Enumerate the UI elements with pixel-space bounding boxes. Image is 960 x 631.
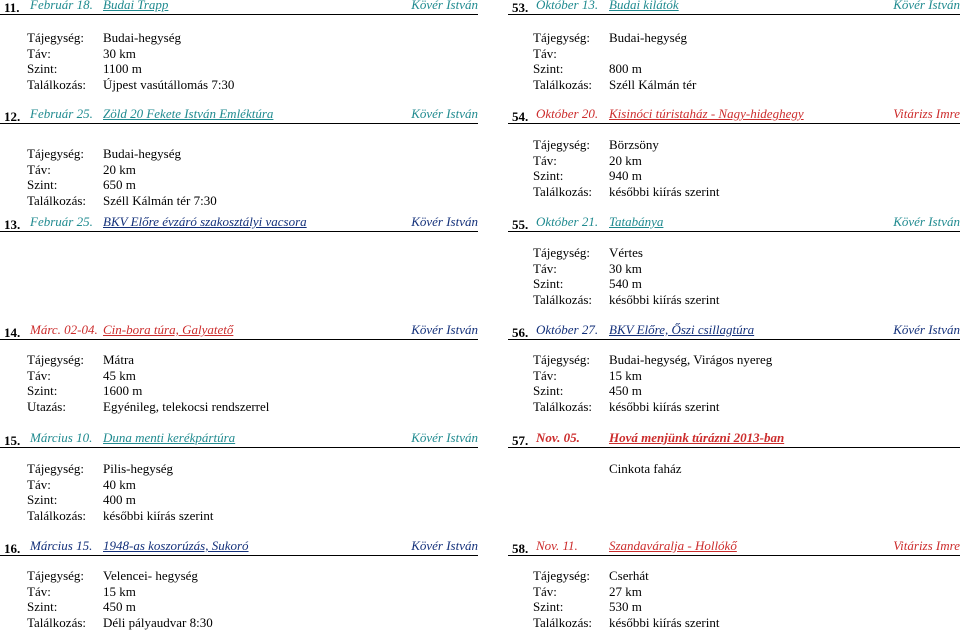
entry-header bbox=[0, 430, 478, 448]
detail-value: későbbi kiírás szerint bbox=[609, 614, 720, 630]
detail-row bbox=[0, 599, 478, 615]
detail-label: Táv: bbox=[27, 583, 51, 599]
detail-value: 30 km bbox=[609, 260, 642, 276]
entry-header bbox=[508, 322, 960, 340]
entry-date: Nov. 11. bbox=[536, 538, 578, 553]
detail-label: Táv: bbox=[533, 583, 557, 599]
detail-row bbox=[508, 584, 960, 600]
detail-row bbox=[508, 137, 960, 153]
entry-number: 56. bbox=[512, 325, 529, 340]
detail-label: Találkozás: bbox=[27, 507, 87, 523]
entry-leader: Kövér István bbox=[893, 214, 960, 229]
entry-date: Február 25. bbox=[30, 106, 93, 121]
detail-row bbox=[0, 77, 478, 93]
detail-value: Mátra bbox=[103, 352, 135, 367]
detail-row bbox=[508, 368, 960, 384]
detail-value: 20 km bbox=[103, 161, 136, 177]
detail-value: Cinkota faház bbox=[609, 461, 682, 476]
detail-row bbox=[508, 568, 960, 584]
entry-leader: Kövér István bbox=[411, 0, 478, 12]
detail-row bbox=[508, 153, 960, 169]
detail-row bbox=[508, 261, 960, 277]
entry-title: Budai kilátók bbox=[609, 0, 679, 12]
detail-row bbox=[0, 352, 478, 368]
detail-label: Táv: bbox=[27, 367, 51, 383]
detail-row bbox=[0, 61, 478, 77]
entry-header bbox=[0, 214, 478, 232]
entry-leader: Vitárizs Imre bbox=[893, 538, 960, 553]
detail-label: Találkozás: bbox=[27, 614, 87, 630]
detail-value: Velencei- hegység bbox=[103, 568, 198, 583]
entry-title: Tatabánya bbox=[609, 214, 664, 229]
entry-leader: Kövér István bbox=[411, 538, 478, 553]
entry-title: Cin-bora túra, Galyatető bbox=[103, 322, 234, 337]
detail-label: Tájegység: bbox=[27, 568, 85, 583]
entry-number: 11. bbox=[4, 0, 20, 15]
detail-row bbox=[0, 193, 478, 209]
detail-label: Találkozás: bbox=[533, 398, 593, 414]
detail-value: későbbi kiírás szerint bbox=[609, 291, 720, 307]
detail-value: Széll Kálmán tér 7:30 bbox=[103, 192, 217, 208]
entry-header bbox=[508, 214, 960, 232]
detail-label: Tájegység: bbox=[27, 352, 85, 367]
detail-label: Találkozás: bbox=[27, 76, 87, 92]
entry-header bbox=[0, 322, 478, 340]
detail-value: 30 km bbox=[103, 45, 136, 61]
detail-value: Egyénileg, telekocsi rendszerrel bbox=[103, 398, 270, 414]
entry-title: Kisinóci túristaház - Nagy-hideghegy bbox=[609, 106, 804, 121]
detail-row bbox=[0, 146, 478, 162]
entry-leader: Vitárizs Imre bbox=[893, 106, 960, 121]
detail-value: 15 km bbox=[609, 367, 642, 383]
detail-row bbox=[0, 399, 478, 415]
detail-label: Szint: bbox=[533, 599, 564, 614]
detail-label: Tájegység: bbox=[533, 352, 591, 367]
entry-date: Február 25. bbox=[30, 214, 93, 229]
detail-label: Tájegység: bbox=[533, 568, 591, 583]
detail-row bbox=[508, 61, 960, 77]
detail-row bbox=[0, 615, 478, 631]
detail-label: Szint: bbox=[27, 383, 58, 398]
detail-label: Táv: bbox=[27, 161, 51, 177]
entry-header bbox=[508, 106, 960, 124]
detail-label: Találkozás: bbox=[533, 291, 593, 307]
detail-value: 27 km bbox=[609, 583, 642, 599]
detail-label: Találkozás: bbox=[533, 614, 593, 630]
detail-row bbox=[0, 162, 478, 178]
detail-label: Találkozás: bbox=[533, 76, 593, 92]
detail-value: 940 m bbox=[609, 168, 642, 183]
detail-value: 800 m bbox=[609, 61, 642, 76]
detail-row bbox=[0, 383, 478, 399]
entry-date: Március 10. bbox=[30, 430, 93, 445]
detail-row bbox=[0, 584, 478, 600]
entry-leader: Kövér István bbox=[893, 0, 960, 12]
detail-value: 15 km bbox=[103, 583, 136, 599]
detail-value: későbbi kiírás szerint bbox=[609, 398, 720, 414]
detail-value: későbbi kiírás szerint bbox=[609, 183, 720, 199]
detail-row bbox=[508, 276, 960, 292]
detail-value: 400 m bbox=[103, 492, 136, 507]
entry-title: BKV Előre, Őszi csillagtúra bbox=[609, 322, 755, 337]
entry-date: Október 21. bbox=[536, 214, 599, 229]
entry-number: 57. bbox=[512, 433, 529, 448]
detail-value: Déli pályaudvar 8:30 bbox=[103, 614, 213, 630]
entry-number: 55. bbox=[512, 217, 529, 232]
entry-title: Zöld 20 Fekete István Emléktúra bbox=[103, 106, 274, 121]
detail-row bbox=[508, 461, 960, 477]
detail-value: 540 m bbox=[609, 276, 642, 291]
entry-leader: Kövér István bbox=[411, 214, 478, 229]
detail-value: Börzsöny bbox=[609, 137, 659, 152]
entry-header bbox=[508, 0, 960, 15]
entry-number: 54. bbox=[512, 109, 529, 124]
detail-row bbox=[508, 46, 960, 62]
detail-value: Széll Kálmán tér bbox=[609, 76, 697, 92]
detail-row bbox=[0, 368, 478, 384]
detail-row bbox=[508, 184, 960, 200]
detail-value: 20 km bbox=[609, 152, 642, 168]
entry-title: Szandaváralja - Hollókő bbox=[609, 538, 737, 553]
detail-value: 650 m bbox=[103, 177, 136, 192]
detail-value: 530 m bbox=[609, 599, 642, 614]
entry-date: Március 15. bbox=[30, 538, 93, 553]
detail-row bbox=[0, 30, 478, 46]
entry-number: 16. bbox=[4, 541, 21, 556]
detail-value: 450 m bbox=[103, 599, 136, 614]
entry-header bbox=[0, 0, 478, 15]
detail-label: Tájegység: bbox=[27, 461, 85, 476]
entry-title: Duna menti kerékpártúra bbox=[103, 430, 236, 445]
detail-row bbox=[508, 399, 960, 415]
detail-label: Szint: bbox=[27, 599, 58, 614]
detail-row bbox=[0, 461, 478, 477]
detail-row bbox=[0, 568, 478, 584]
detail-label: Szint: bbox=[533, 383, 564, 398]
detail-row bbox=[508, 292, 960, 308]
detail-value: 40 km bbox=[103, 476, 136, 492]
detail-row bbox=[508, 168, 960, 184]
entry-number: 58. bbox=[512, 541, 529, 556]
detail-value: Budai-hegység bbox=[103, 146, 181, 161]
entry-date: Február 18. bbox=[30, 0, 93, 12]
detail-label: Szint: bbox=[533, 168, 564, 183]
detail-label: Táv: bbox=[533, 45, 557, 61]
detail-row bbox=[0, 477, 478, 493]
detail-label: Táv: bbox=[533, 260, 557, 276]
detail-row bbox=[0, 492, 478, 508]
entry-date: Október 13. bbox=[536, 0, 599, 12]
detail-label: Szint: bbox=[27, 177, 58, 192]
entry-leader: Kövér István bbox=[411, 430, 478, 445]
detail-label: Táv: bbox=[27, 45, 51, 61]
entry-header bbox=[0, 106, 478, 124]
detail-label: Találkozás: bbox=[533, 183, 593, 199]
entry-number: 12. bbox=[4, 109, 21, 124]
detail-row bbox=[0, 46, 478, 62]
detail-value: Pilis-hegység bbox=[103, 461, 174, 476]
detail-value: Vértes bbox=[609, 245, 643, 260]
detail-label: Utazás: bbox=[27, 398, 66, 414]
detail-label: Szint: bbox=[533, 61, 564, 76]
detail-row bbox=[508, 615, 960, 631]
entry-leader: Kövér István bbox=[893, 322, 960, 337]
detail-label: Tájegység: bbox=[533, 245, 591, 260]
entry-header bbox=[508, 430, 960, 448]
detail-label: Táv: bbox=[533, 367, 557, 383]
detail-label: Táv: bbox=[27, 476, 51, 492]
detail-row bbox=[508, 599, 960, 615]
detail-row bbox=[0, 508, 478, 524]
detail-label: Tájegység: bbox=[27, 146, 85, 161]
detail-value: későbbi kiírás szerint bbox=[103, 507, 214, 523]
entry-number: 53. bbox=[512, 0, 529, 15]
detail-row bbox=[508, 352, 960, 368]
detail-value: Budai-hegység bbox=[609, 30, 687, 45]
detail-row bbox=[508, 383, 960, 399]
detail-row bbox=[508, 30, 960, 46]
detail-value: 45 km bbox=[103, 367, 136, 383]
entry-leader: Kövér István bbox=[411, 106, 478, 121]
entry-leader: Kövér István bbox=[411, 322, 478, 337]
detail-value: Budai-hegység, Virágos nyereg bbox=[609, 352, 773, 367]
detail-value: Cserhát bbox=[609, 568, 649, 583]
detail-value: 1100 m bbox=[103, 61, 142, 76]
entry-title: BKV Előre évzáró szakosztályi vacsora bbox=[103, 214, 307, 229]
detail-label: Táv: bbox=[533, 152, 557, 168]
detail-label: Szint: bbox=[27, 61, 58, 76]
detail-label: Találkozás: bbox=[27, 192, 87, 208]
detail-value: 450 m bbox=[609, 383, 642, 398]
entry-title: Hová menjünk túrázni 2013-ban bbox=[609, 430, 785, 445]
detail-row bbox=[0, 177, 478, 193]
entry-title: 1948-as koszorúzás, Sukoró bbox=[103, 538, 249, 553]
detail-label: Szint: bbox=[533, 276, 564, 291]
entry-number: 15. bbox=[4, 433, 21, 448]
detail-value: Budai-hegység bbox=[103, 30, 181, 45]
detail-label: Tájegység: bbox=[27, 30, 85, 45]
detail-row bbox=[508, 77, 960, 93]
entry-title: Budai Trapp bbox=[103, 0, 169, 12]
entry-date: Október 27. bbox=[536, 322, 599, 337]
detail-row bbox=[508, 245, 960, 261]
entry-date: Márc. 02-04. bbox=[30, 322, 98, 337]
detail-label: Tájegység: bbox=[533, 30, 591, 45]
detail-value: Újpest vasútállomás 7:30 bbox=[103, 76, 235, 92]
entry-number: 13. bbox=[4, 217, 21, 232]
detail-value: 1600 m bbox=[103, 383, 143, 398]
entry-date: Október 20. bbox=[536, 106, 599, 121]
entry-date: Nov. 05. bbox=[536, 430, 580, 445]
detail-label: Tájegység: bbox=[533, 137, 591, 152]
entry-header bbox=[508, 538, 960, 556]
entry-header bbox=[0, 538, 478, 556]
entry-number: 14. bbox=[4, 325, 21, 340]
detail-label: Szint: bbox=[27, 492, 58, 507]
